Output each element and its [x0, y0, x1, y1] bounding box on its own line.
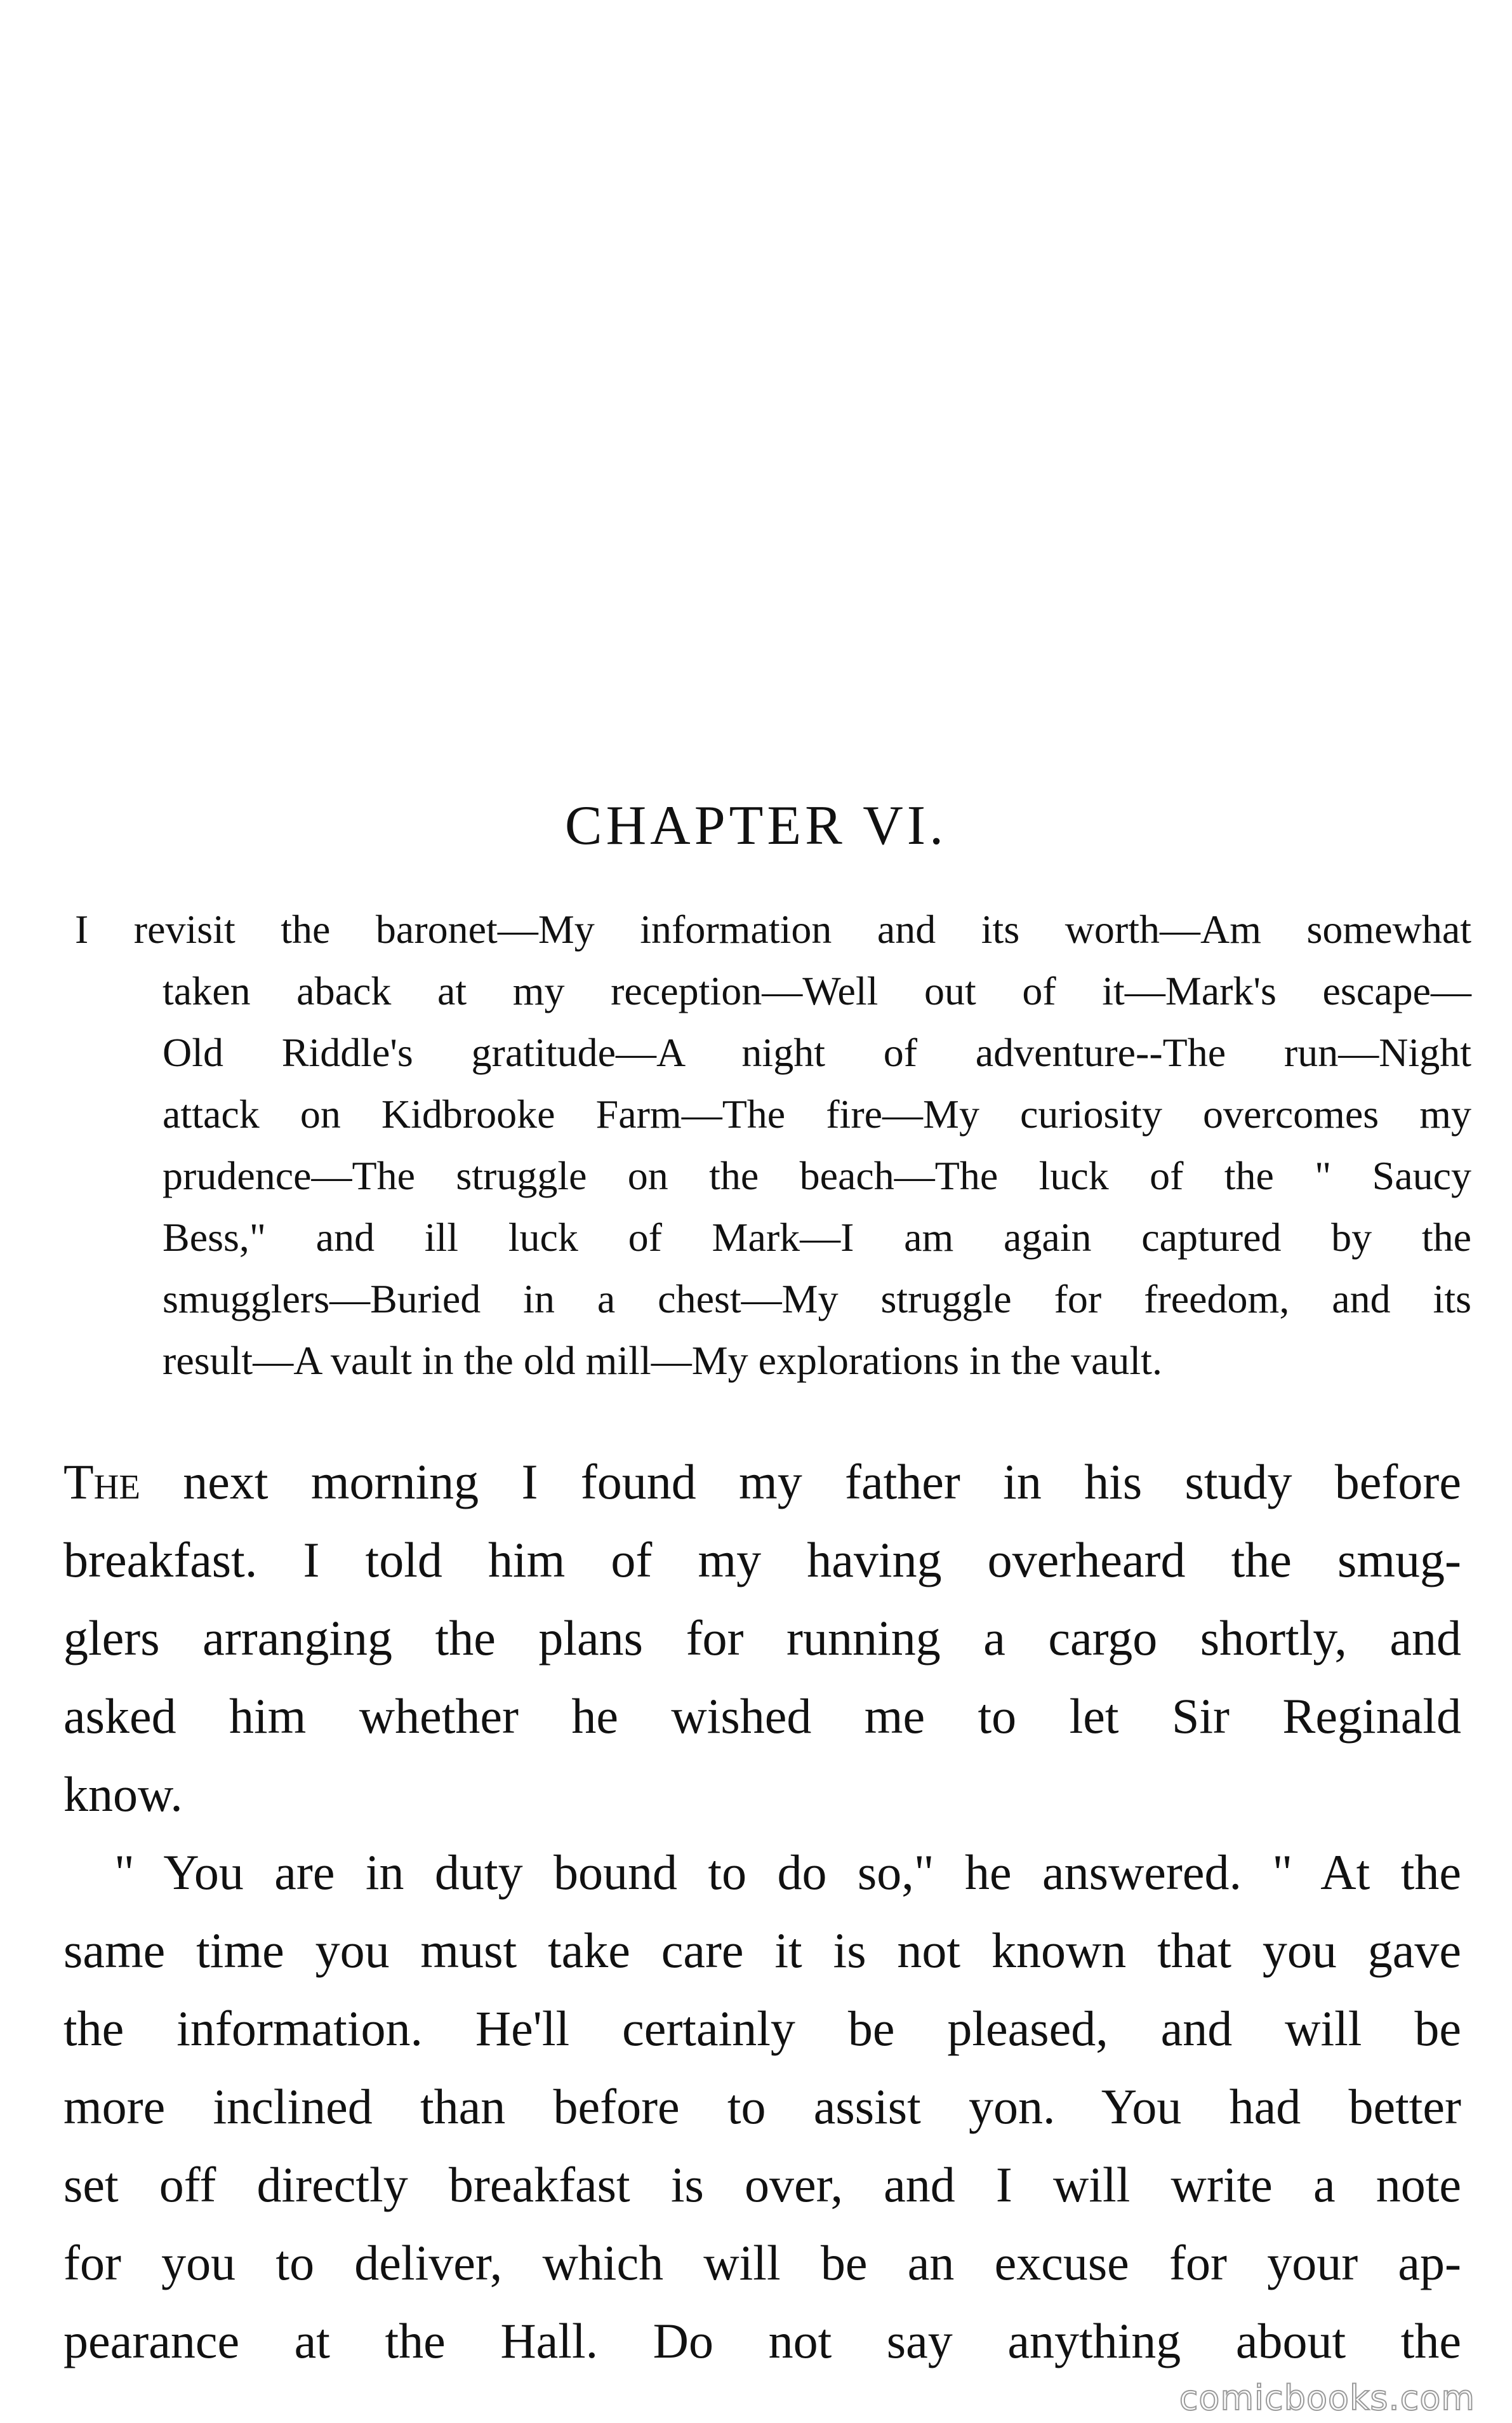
chapter-synopsis	[75, 898, 1471, 1391]
paragraph-2	[63, 1833, 1461, 2380]
body-line	[63, 1443, 1461, 1521]
body-line: glers arranging the plans for running a cargo shortly, and	[63, 1610, 1461, 1665]
body-line: know.	[63, 1766, 183, 1822]
body-line: same time you must take care it is not known that you gave	[63, 1923, 1461, 1978]
body-text	[63, 1443, 1461, 2380]
watermark: comicbooks.com	[1179, 2378, 1475, 2418]
body-line: the information. He'll certainly be pleased, and will be	[63, 2001, 1461, 2056]
body-line: for you to deliver, which will be an excuse for your ap-	[63, 2235, 1461, 2290]
synopsis-line: I revisit the baronet—My information and its worth—Am somewhat	[75, 907, 1471, 952]
body-line: pearance at the Hall. Do not say anything about the	[63, 2313, 1461, 2368]
body-line: breakfast. I told him of my having overheard the smug-	[63, 1532, 1461, 1587]
body-line-text: next morning I found my father in his study before	[140, 1454, 1461, 1509]
synopsis-line: attack on Kidbrooke Farm—The fire—My curiosity overcomes my	[162, 1091, 1471, 1137]
body-line: more inclined than before to assist yon. You had better	[63, 2079, 1461, 2134]
body-line: asked him whether he wished me to let Sir Reginald	[63, 1688, 1461, 1744]
synopsis-line: Bess," and ill luck of Mark—I am again captured by the	[162, 1215, 1471, 1260]
synopsis-line: smugglers—Buried in a chest—My struggle for freedom, and its	[162, 1276, 1471, 1321]
lead-word: The	[63, 1454, 140, 1509]
paragraph-1	[63, 1443, 1461, 1833]
synopsis-line: result—A vault in the old mill—My explorations in the vault.	[162, 1338, 1162, 1383]
body-line: " You are in duty bound to do so," he answered. " At the	[114, 1845, 1461, 1900]
body-line: set off directly breakfast is over, and I will write a note	[63, 2157, 1461, 2212]
synopsis-line: Old Riddle's gratitude—A night of adventure--The run—Night	[162, 1030, 1471, 1075]
synopsis-line: prudence—The struggle on the beach—The luck of the " Saucy	[162, 1153, 1471, 1198]
synopsis-line: taken aback at my reception—Well out of it—Mark's escape—	[162, 968, 1471, 1013]
chapter-title: CHAPTER VI.	[564, 795, 948, 857]
